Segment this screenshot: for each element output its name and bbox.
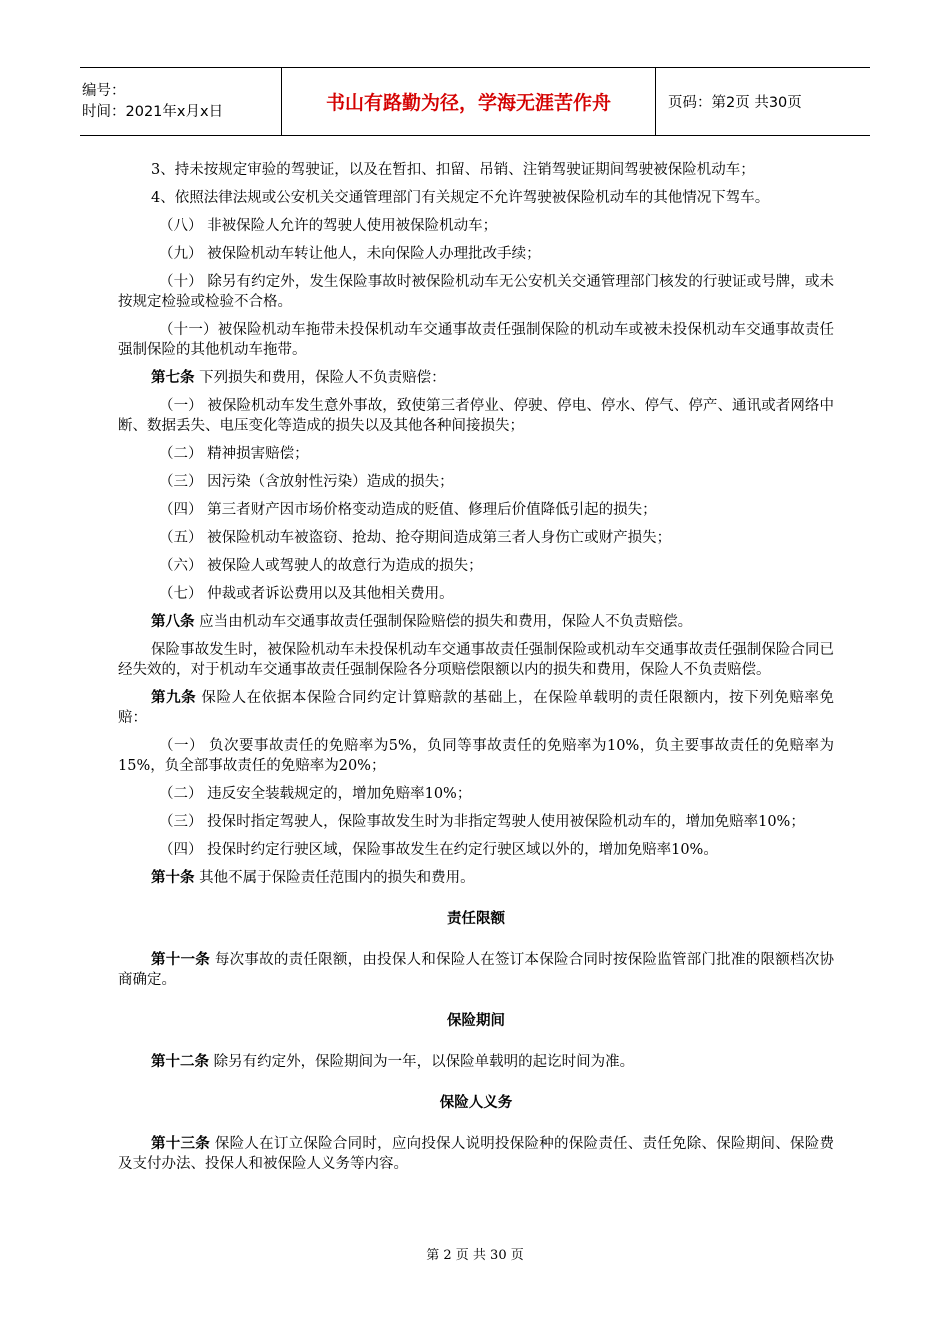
paragraph: （二） 违反安全装载规定的，增加免赔率10%； xyxy=(159,786,472,802)
article-text: 其他不属于保险责任范围内的损失和费用。 xyxy=(194,870,475,886)
header-meta-cell xyxy=(80,68,282,136)
article-text: 保险人在订立保险合同时，应向投保人说明投保险种的保险责任、责任免除、保险期间、保险费及支付办法、投保人和被保险人义务等内容。 xyxy=(118,1136,835,1172)
article-label: 第十一条 xyxy=(151,952,210,968)
section-heading: 保险人义务 xyxy=(439,1095,513,1111)
paragraph: 4、依照法律法规或公安机关交通管理部门有关规定不允许驾驶被保险机动车的其他情况下驾车。 xyxy=(151,190,770,206)
paragraph: （五） 被保险机动车被盗窃、抢劫、抢夺期间造成第三者人身伤亡或财产损失； xyxy=(159,530,672,546)
paragraph: （三） 投保时指定驾驶人，保险事故发生时为非指定驾驶人使用被保险机动车的，增加免赔率10%； xyxy=(159,814,805,830)
paragraph: 保险事故发生时，被保险机动车未投保机动车交通事故责任强制保险或机动车交通事故责任强制保险合同已经失效的，对于机动车交通事故责任强制保险各分项赔偿限额以内的损失和费用，保险人不负责赔偿。 xyxy=(118,642,834,678)
article-label: 第十条 xyxy=(151,870,195,886)
article-text: 除另有约定外，保险期间为一年，以保险单载明的起讫时间为准。 xyxy=(209,1054,635,1070)
article-13 xyxy=(118,1134,834,1174)
paragraph: （一） 被保险机动车发生意外事故，致使第三者停业、停驶、停电、停水、停气、停产、通讯或者网络中断、数据丢失、电压变化等造成的损失以及其他各种间接损失； xyxy=(118,398,834,434)
article-7 xyxy=(118,368,834,388)
article-10 xyxy=(118,868,834,888)
article-text: 下列损失和费用，保险人不负责赔偿： xyxy=(194,370,446,386)
section-heading: 保险期间 xyxy=(447,1013,505,1029)
page-footer: 第 2 页 共 30 页 xyxy=(426,1248,524,1263)
header-motto: 书山有路勤为径，学海无涯苦作舟 xyxy=(282,68,656,136)
paragraph: （七） 仲裁或者诉讼费用以及其他相关费用。 xyxy=(159,586,454,602)
article-label: 第十三条 xyxy=(151,1136,210,1152)
paragraph: （八） 非被保险人允许的驾驶人使用被保险机动车； xyxy=(159,218,498,234)
section-heading: 责任限额 xyxy=(447,911,505,927)
article-text: 每次事故的责任限额，由投保人和保险人在签订本保险合同时按保险监管部门批准的限额档次协商确定。 xyxy=(118,952,835,988)
number-label: 编号： xyxy=(82,82,126,99)
article-label: 第八条 xyxy=(151,614,195,630)
paragraph: （十） 除另有约定外，发生保险事故时被保险机动车无公安机关交通管理部门核发的行驶证或号牌，或未按规定检验或检验不合格。 xyxy=(118,274,834,310)
paragraph: 3、持未按规定审验的驾驶证，以及在暂扣、扣留、吊销、注销驾驶证期间驾驶被保险机动车； xyxy=(151,162,755,178)
paragraph: （十一）被保险机动车拖带未投保机动车交通事故责任强制保险的机动车或被未投保机动车交通事故责任强制保险的其他机动车拖带。 xyxy=(118,322,834,358)
article-8 xyxy=(118,612,834,632)
article-label: 第十二条 xyxy=(151,1054,209,1070)
document-header xyxy=(80,67,870,136)
paragraph: （二） 精神损害赔偿； xyxy=(159,446,309,462)
document-body xyxy=(118,160,834,1174)
paragraph: （一） 负次要事故责任的免赔率为5%，负同等事故责任的免赔率为10%，负主要事故责任的免赔率为15%，负全部事故责任的免赔率为20%； xyxy=(118,738,834,774)
article-12 xyxy=(118,1052,834,1072)
article-text: 应当由机动车交通事故责任强制保险赔偿的损失和费用，保险人不负责赔偿。 xyxy=(194,614,693,630)
article-text: 保险人在依据本保险合同约定计算赔款的基础上，在保险单载明的责任限额内，按下列免赔率免赔： xyxy=(118,690,835,726)
paragraph: （四） 第三者财产因市场价格变动造成的贬值、修理后价值降低引起的损失； xyxy=(159,502,657,518)
article-11 xyxy=(118,950,834,990)
paragraph: （四） 投保时约定行驶区域，保险事故发生在约定行驶区域以外的，增加免赔率10%。 xyxy=(159,842,718,858)
article-label: 第九条 xyxy=(151,690,197,706)
article-label: 第七条 xyxy=(151,370,195,386)
paragraph: （九） 被保险机动车转让他人，未向保险人办理批改手续； xyxy=(159,246,541,262)
header-page-info: 页码：第2页 共30页 xyxy=(656,68,871,136)
article-9 xyxy=(118,688,834,728)
date-label: 时间：2021年x月x日 xyxy=(82,103,224,120)
paragraph: （六） 被保险人或驾驶人的故意行为造成的损失； xyxy=(159,558,483,574)
paragraph: （三） 因污染（含放射性污染）造成的损失； xyxy=(159,474,454,490)
